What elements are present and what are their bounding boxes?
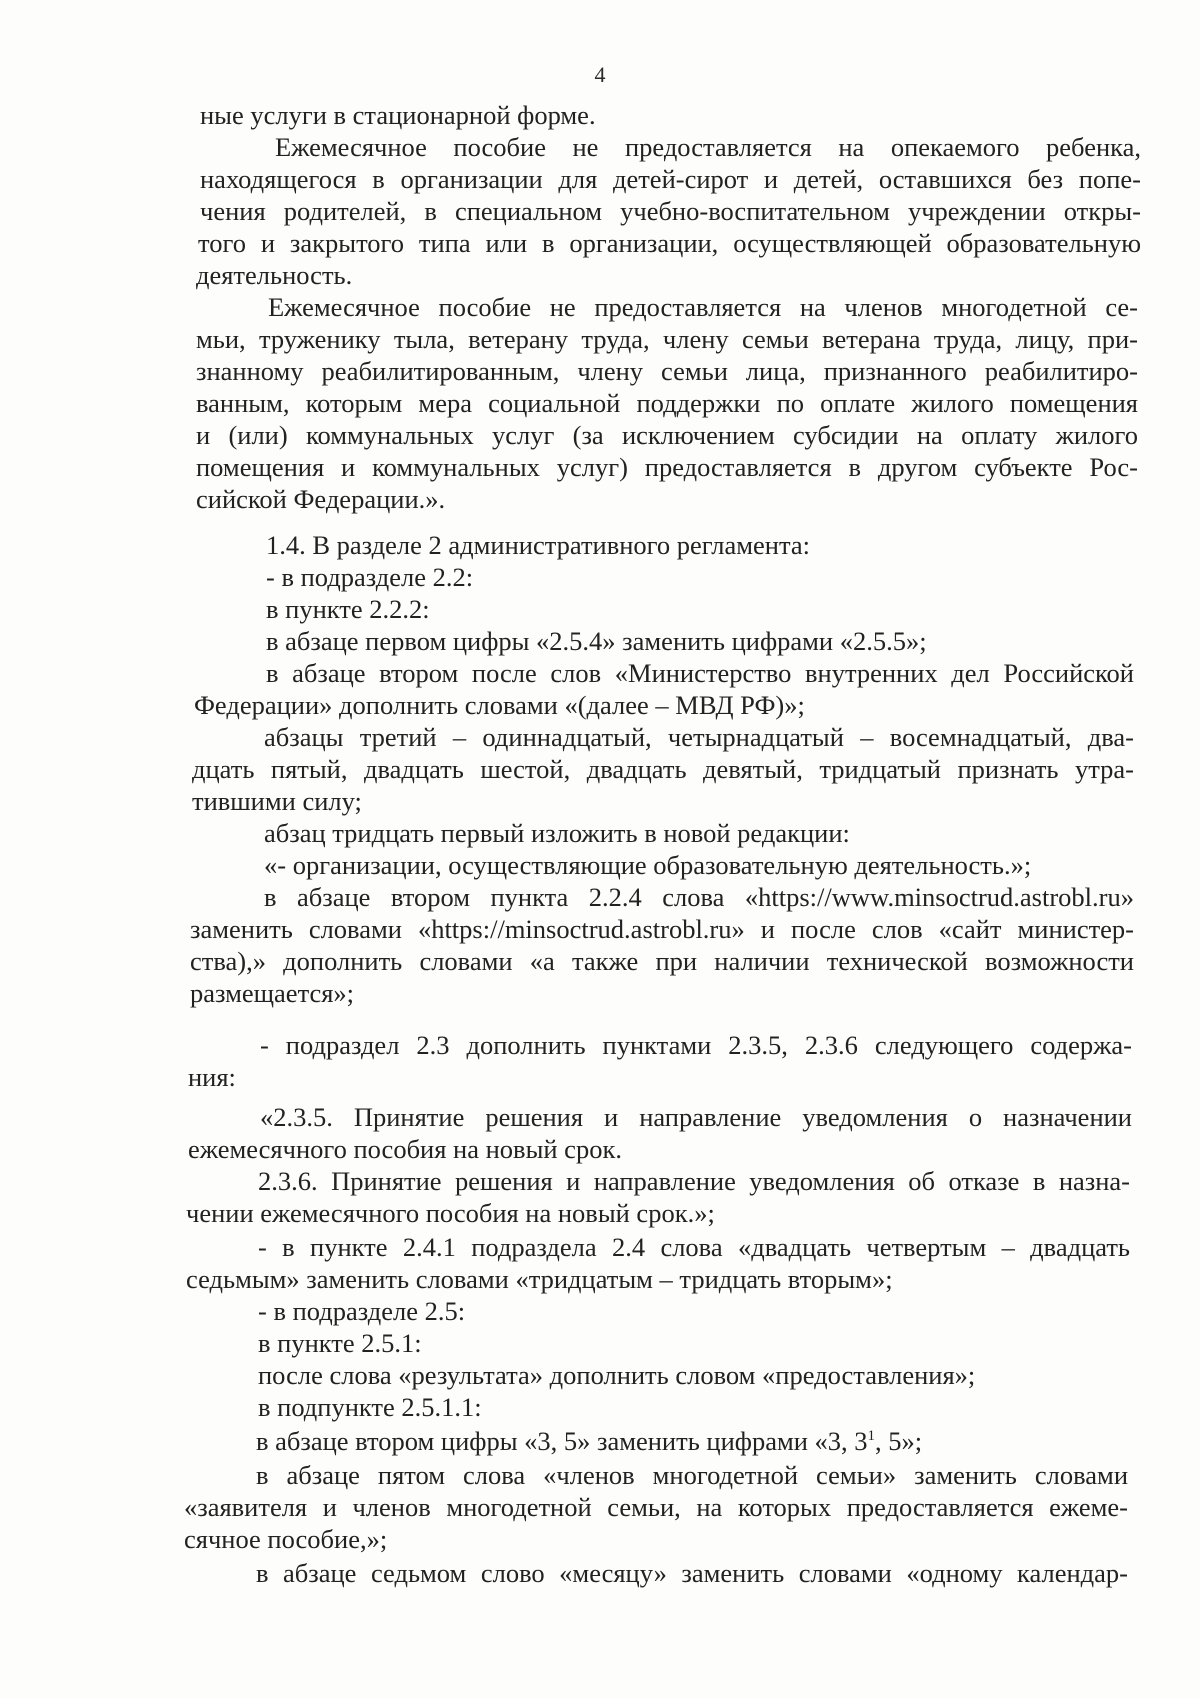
text-line: сячное пособие,»; (184, 1524, 388, 1554)
text-segment: в абзаце втором цифры «3, 5» заменить цифрами «3, 3 (256, 1426, 868, 1456)
text-line: размещается»; (190, 978, 355, 1008)
text-line: - подраздел 2.3 дополнить пунктами 2.3.5, 2.3.6 следующего содержа- (260, 1030, 1132, 1060)
text-line: «заявителя и членов многодетной семьи, на которых предоставляется ежеме- (184, 1492, 1128, 1522)
text-line: после слова «результата» дополнить словом «предоставления»; (258, 1360, 976, 1390)
text-line: мьи, труженику тыла, ветерану труда, члену семьи ветерана труда, лицу, при- (196, 324, 1138, 354)
text-line: - в подразделе 2.2: (266, 562, 474, 592)
text-line: ства),» дополнить словами «а также при наличии технической возможности (190, 946, 1134, 976)
text-line: находящегося в организации для детей-сирот и детей, оставшихся без попе- (200, 164, 1141, 194)
text-line: знанному реабилитированным, члену семьи лица, признанного реабилитиро- (196, 356, 1138, 386)
text-line: - в пункте 2.4.1 подраздела 2.4 слова «двадцать четвертым – двадцать (258, 1232, 1130, 1262)
page-number: 4 (594, 62, 606, 87)
text-line: абзацы третий – одиннадцатый, четырнадцатый – восемнадцатый, два- (264, 722, 1134, 752)
text-line: седьмым» заменить словами «тридцатым – тридцать вторым»; (186, 1264, 893, 1294)
text-line: в абзаце седьмом слово «месяцу» заменить словами «одному календар- (256, 1558, 1128, 1588)
text-line: в пункте 2.2.2: (266, 594, 430, 624)
text-line-with-superscript (256, 1425, 922, 1457)
text-line: деятельность. (196, 260, 353, 290)
text-line: того и закрытого типа или в организации, осуществляющей образовательную (198, 228, 1141, 258)
text-line: Федерации» дополнить словами «(далее – МВД РФ)»; (194, 690, 805, 720)
text-line: в пункте 2.5.1: (258, 1328, 422, 1358)
text-line: ежемесячного пособия на новый срок. (188, 1134, 622, 1164)
text-line: и (или) коммунальных услуг (за исключением субсидии на оплату жилого (196, 420, 1138, 450)
text-line: в абзаце втором пункта 2.2.4 слова «https://www.minsoctrud.astrobl.ru» (264, 882, 1134, 912)
text-line: Ежемесячное пособие не предоставляется на опекаемого ребенка, (275, 132, 1141, 162)
text-line: дцать пятый, двадцать шестой, двадцать девятый, тридцатый признать утра- (192, 754, 1134, 784)
text-line: в абзаце пятом слова «членов многодетной семьи» заменить словами (256, 1460, 1128, 1490)
text-line: 1.4. В разделе 2 административного регламента: (266, 530, 811, 560)
text-line: в абзаце первом цифры «2.5.4» заменить цифрами «2.5.5»; (266, 626, 927, 656)
text-segment: , 5»; (875, 1426, 923, 1456)
text-line: ные услуги в стационарной форме. (200, 100, 596, 130)
text-line: в абзаце втором после слов «Министерство внутренних дел Российской (266, 658, 1134, 688)
text-line: тившими силу; (192, 786, 362, 816)
text-line: чения родителей, в специальном учебно-воспитательном учреждении откры- (200, 196, 1141, 226)
text-line: заменить словами «https://minsoctrud.astrobl.ru» и после слов «сайт министер- (190, 914, 1134, 944)
text-line: чении ежемесячного пособия на новый срок.»; (186, 1198, 715, 1228)
text-line: Ежемесячное пособие не предоставляется на членов многодетной се- (268, 292, 1138, 322)
text-line: помещения и коммунальных услуг) предоставляется в другом субъекте Рос- (196, 452, 1138, 482)
text-line: в подпункте 2.5.1.1: (258, 1392, 482, 1422)
text-line: абзац тридцать первый изложить в новой редакции: (264, 818, 850, 848)
text-line: 2.3.6. Принятие решения и направление уведомления об отказе в назна- (258, 1166, 1130, 1196)
text-line: - в подразделе 2.5: (258, 1296, 466, 1326)
text-line: ния: (188, 1062, 236, 1092)
text-line: сийской Федерации.». (196, 484, 446, 514)
text-line: «- организации, осуществляющие образовательную деятельность.»; (264, 850, 1032, 880)
superscript: 1 (867, 1428, 876, 1445)
text-line: ванным, которым мера социальной поддержки по оплате жилого помещения (196, 388, 1138, 418)
text-line: «2.3.5. Принятие решения и направление уведомления о назначении (260, 1102, 1132, 1132)
